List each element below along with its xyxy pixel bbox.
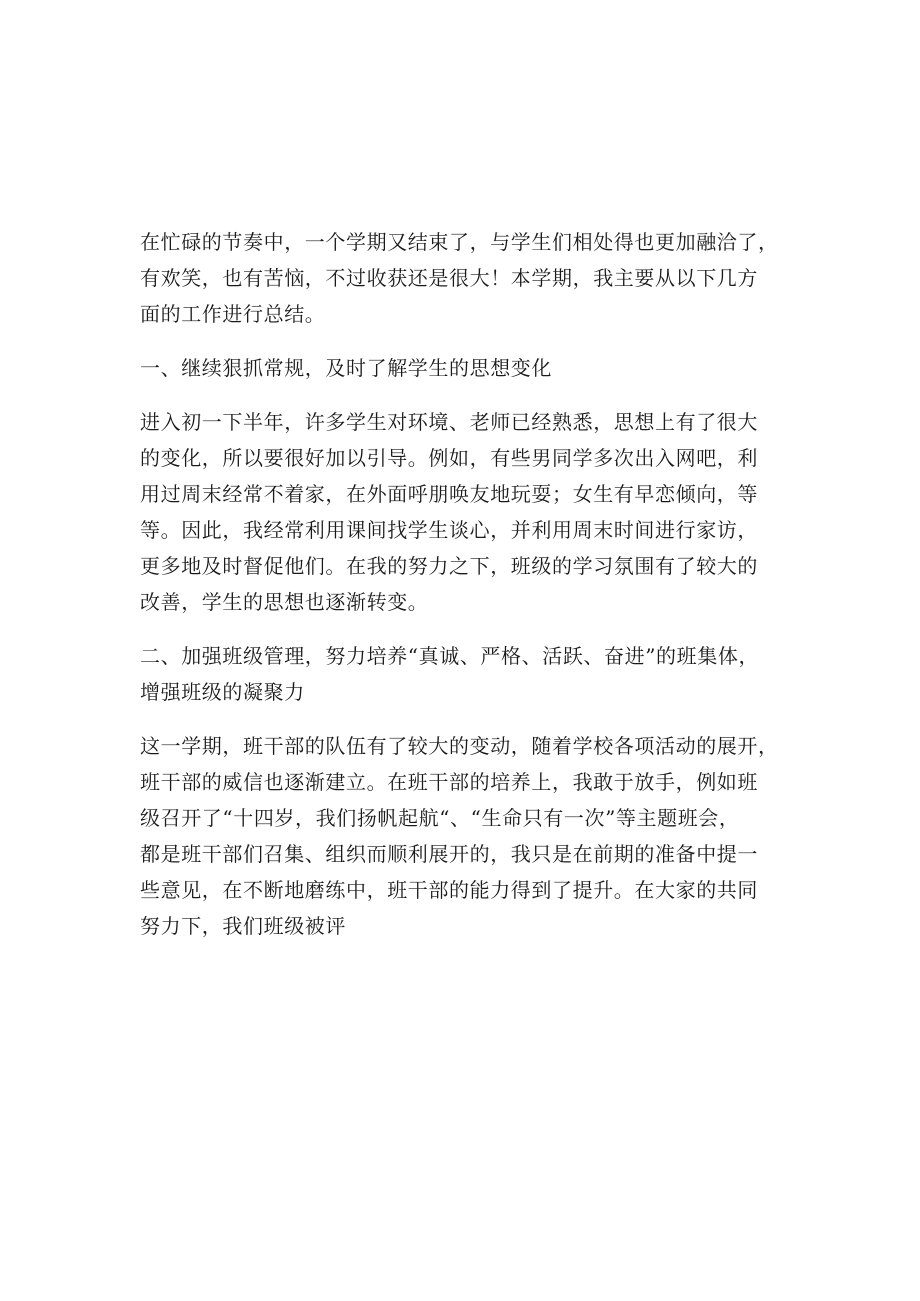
- text-line: 有欢笑，也有苦恼，不过收获还是很大！本学期，我主要从以下几方: [140, 266, 758, 290]
- text-line: 等。因此，我经常利用课间找学生谈心，并利用周末时间进行家访，: [140, 518, 758, 542]
- heading-line: 增强班级的凝聚力: [140, 680, 305, 704]
- intro-paragraph: [140, 224, 782, 332]
- heading-line: 二、加强班级管理，努力培养“真诚、严格、活跃、奋进”的班集体，: [140, 644, 760, 668]
- text-line: 都是班干部们召集、组织而顺利展开的，我只是在前期的准备中提一: [140, 842, 758, 866]
- text-line: 在忙碌的节奏中，一个学期又结束了，与学生们相处得也更加融洽了，: [140, 230, 779, 254]
- section-1-paragraph: [140, 404, 782, 620]
- text-line: 进入初一下半年，许多学生对环境、老师已经熟悉，思想上有了很大: [140, 410, 758, 434]
- text-line: 努力下，我们班级被评: [140, 914, 346, 938]
- text-line: 面的工作进行总结。: [140, 302, 326, 326]
- text-line: 的变化，所以要很好加以引导。例如，有些男同学多次出入网吧，利: [140, 446, 758, 470]
- text-line: 些意见，在不断地磨练中，班干部的能力得到了提升。在大家的共同: [140, 878, 758, 902]
- text-line: 改善，学生的思想也逐渐转变。: [140, 590, 429, 614]
- document-page: [140, 224, 782, 944]
- section-heading-2: [140, 638, 782, 710]
- text-line: 这一学期，班干部的队伍有了较大的变动，随着学校各项活动的展开，: [140, 734, 779, 758]
- section-heading-1: [140, 350, 782, 386]
- text-line: 班干部的威信也逐渐建立。在班干部的培养上，我敢于放手，例如班: [140, 770, 758, 794]
- text-line: 用过周末经常不着家，在外面呼朋唤友地玩耍；女生有早恋倾向，等: [140, 482, 758, 506]
- text-line: 级召开了“十四岁，我们扬帆起航“、“生命只有一次”等主题班会，: [140, 806, 740, 830]
- text-line: 更多地及时督促他们。在我的努力之下，班级的学习氛围有了较大的: [140, 554, 758, 578]
- section-2-paragraph: [140, 728, 782, 944]
- heading-line: 一、继续狠抓常规，及时了解学生的思想变化: [140, 356, 552, 380]
